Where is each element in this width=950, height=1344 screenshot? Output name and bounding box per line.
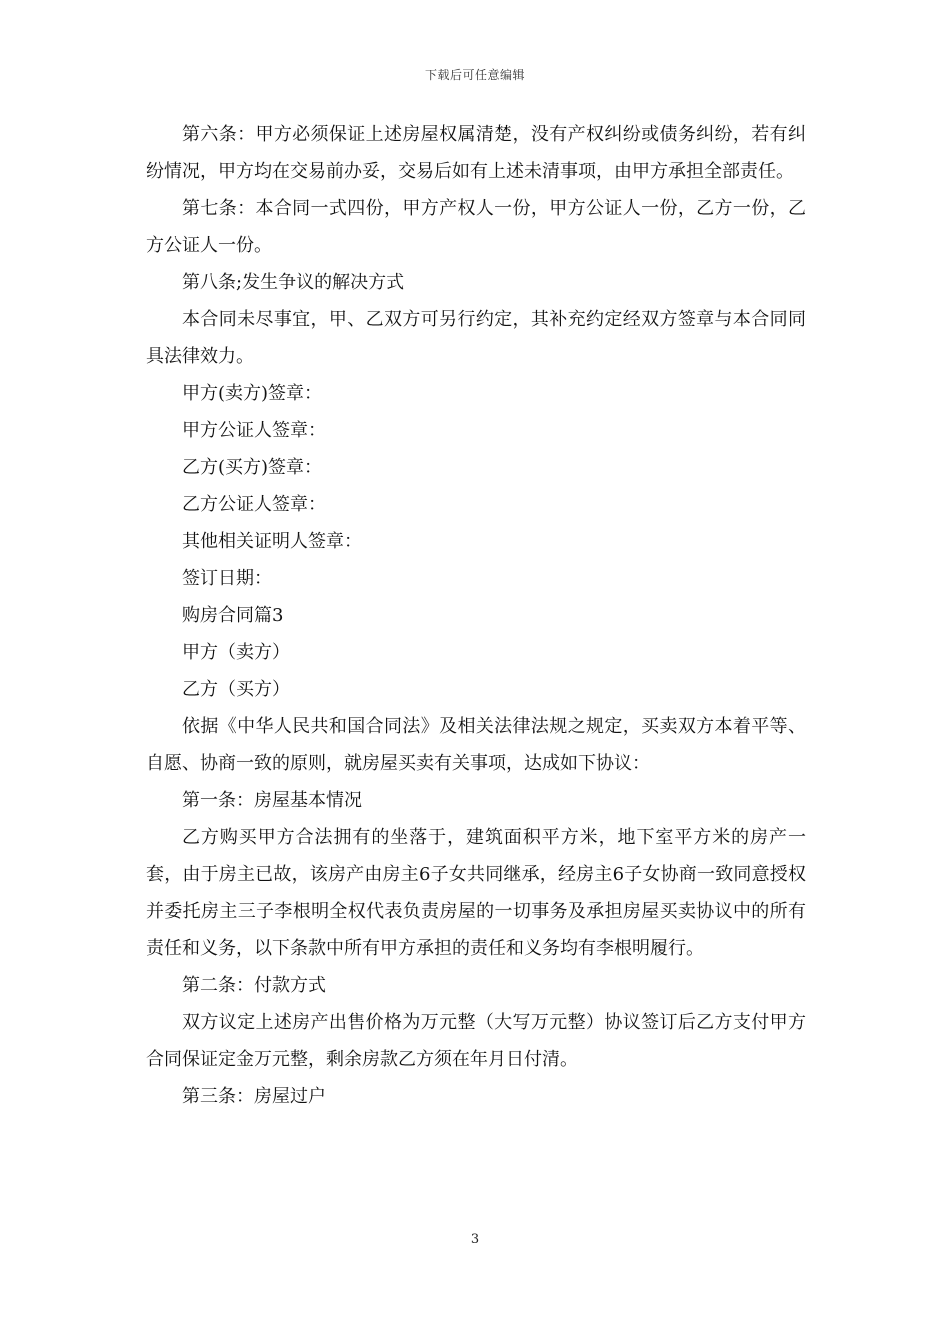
section-title-contract-3: 购房合同篇3 — [182, 605, 284, 626]
witness-signature-line: 其他相关证明人签章： — [182, 531, 362, 552]
article-two-heading: 第二条：付款方式 — [182, 975, 326, 996]
legal-basis-paragraph: 依据《中华人民共和国合同法》及相关法律法规之规定，买卖双方本着平等、自愿、协商一致的原则，就房屋买卖有关事项，达成如下协议： — [146, 716, 806, 774]
page-header: 下载后可任意编辑 — [424, 68, 525, 82]
clause-seven: 第七条：本合同一式四份，甲方产权人一份，甲方公证人一份，乙方一份，乙方公证人一份。 — [146, 198, 806, 256]
property-description-paragraph: 乙方购买甲方合法拥有的坐落于，建筑面积平方米，地下室平方米的房产一套，由于房主已故，该房产由房主6子女共同继承，经房主6子女协商一致同意授权并委托房主三子李根明全权代表负责房屋的一切事务及承担房屋买卖协议中的所有责任和义务，以下条款中所有甲方承担的责任和义务均有李根明履行。 — [146, 827, 806, 959]
article-one-heading: 第一条：房屋基本情况 — [182, 790, 362, 811]
buyer-signature-line: 乙方(买方)签章： — [182, 457, 323, 478]
article-three-heading: 第三条：房屋过户 — [182, 1086, 326, 1107]
clause-eight-heading: 第八条;发生争议的解决方式 — [182, 272, 405, 293]
seller-notary-signature-line: 甲方公证人签章： — [182, 420, 326, 441]
document-body — [146, 116, 806, 1115]
clause-six: 第六条：甲方必须保证上述房屋权属清楚，没有产权纠纷或债务纠纷，若有纠纷情况，甲方均在交易前办妥，交易后如有上述未清事项，由甲方承担全部责任。 — [146, 124, 806, 182]
signing-date-line: 签订日期： — [182, 568, 272, 589]
payment-paragraph: 双方议定上述房产出售价格为万元整（大写万元整）协议签订后乙方支付甲方合同保证定金万元整，剩余房款乙方须在年月日付清。 — [146, 1012, 806, 1070]
party-a-line: 甲方（卖方） — [182, 642, 290, 663]
seller-signature-line: 甲方(卖方)签章： — [182, 383, 323, 404]
page-number: 3 — [470, 1232, 480, 1247]
buyer-notary-signature-line: 乙方公证人签章： — [182, 494, 326, 515]
supplementary-agreement-paragraph: 本合同未尽事宜，甲、乙双方可另行约定，其补充约定经双方签章与本合同同具法律效力。 — [146, 309, 806, 367]
party-b-line: 乙方（买方） — [182, 679, 290, 700]
